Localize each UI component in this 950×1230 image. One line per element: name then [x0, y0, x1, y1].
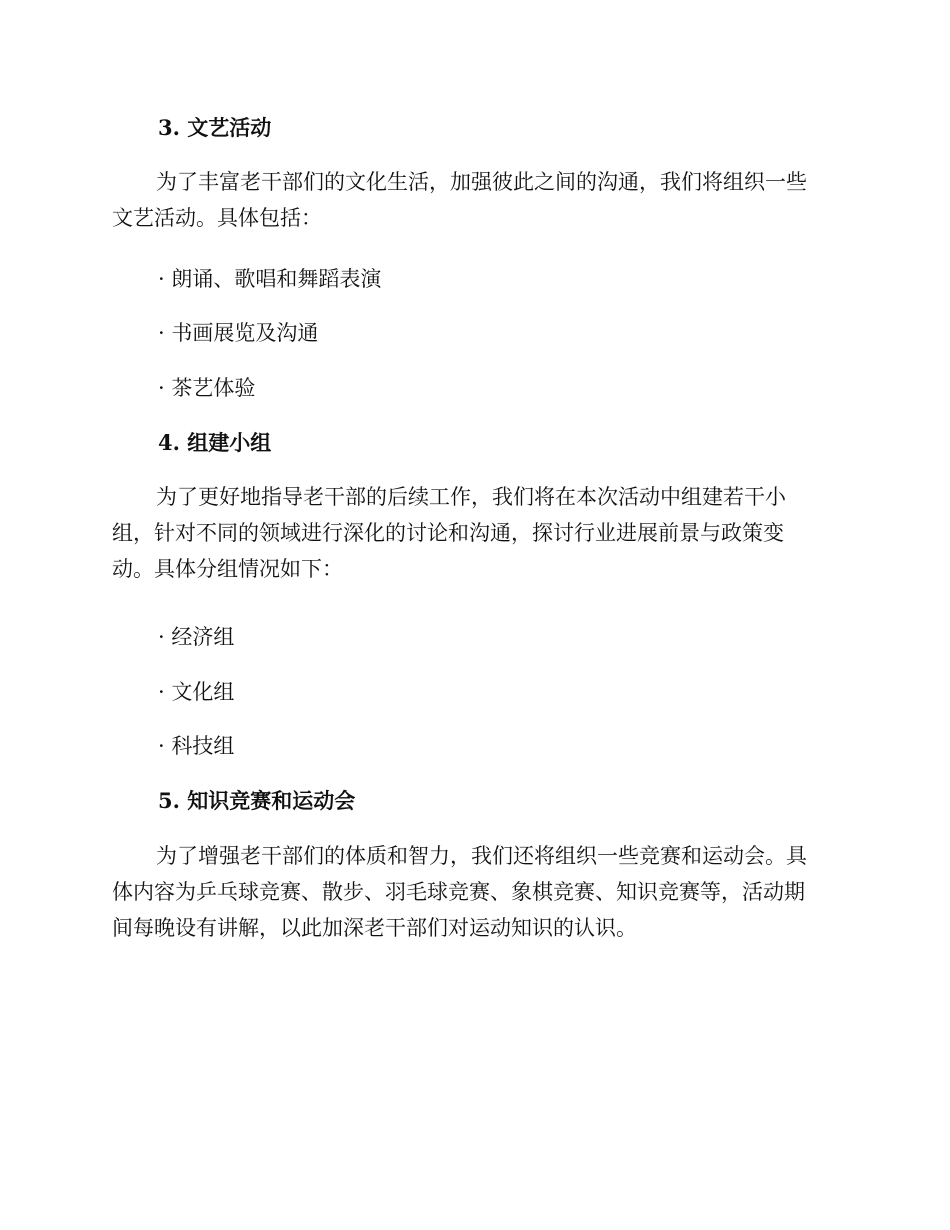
bullet-item: · 经济组 [158, 625, 235, 649]
paragraph-line: 组，针对不同的领域进行深化的讨论和沟通，探讨行业进展前景与政策变 [112, 521, 784, 545]
section-paragraph-4 [112, 479, 832, 587]
paragraph-line: 为了增强老干部们的体质和智力，我们还将组织一些竞赛和运动会。具 [156, 844, 807, 868]
bullet-item: · 文化组 [158, 680, 235, 704]
paragraph-line: 为了丰富老干部们的文化生活，加强彼此之间的沟通，我们将组织一些 [156, 170, 807, 194]
bullet-item: · 茶艺体验 [158, 376, 256, 400]
section-heading-4: 4. 组建小组 [158, 430, 272, 455]
paragraph-line: 文艺活动。具体包括： [112, 206, 322, 230]
section-paragraph-3 [112, 164, 832, 236]
bullet-item: · 朗诵、歌唱和舞蹈表演 [158, 267, 382, 291]
paragraph-line: 间每晚设有讲解，以此加深老干部们对运动知识的认识。 [112, 916, 637, 940]
section-paragraph-5 [112, 838, 832, 946]
section-heading-3: 3. 文艺活动 [158, 115, 272, 140]
bullet-item: · 书画展览及沟通 [158, 321, 319, 345]
paragraph-line: 体内容为乒乓球竞赛、散步、羽毛球竞赛、象棋竞赛、知识竞赛等，活动期 [112, 880, 805, 904]
paragraph-line: 为了更好地指导老干部的后续工作，我们将在本次活动中组建若干小 [156, 485, 786, 509]
bullet-item: · 科技组 [158, 734, 235, 758]
paragraph-line: 动。具体分组情况如下： [112, 557, 343, 581]
section-heading-5: 5. 知识竞赛和运动会 [158, 788, 356, 813]
